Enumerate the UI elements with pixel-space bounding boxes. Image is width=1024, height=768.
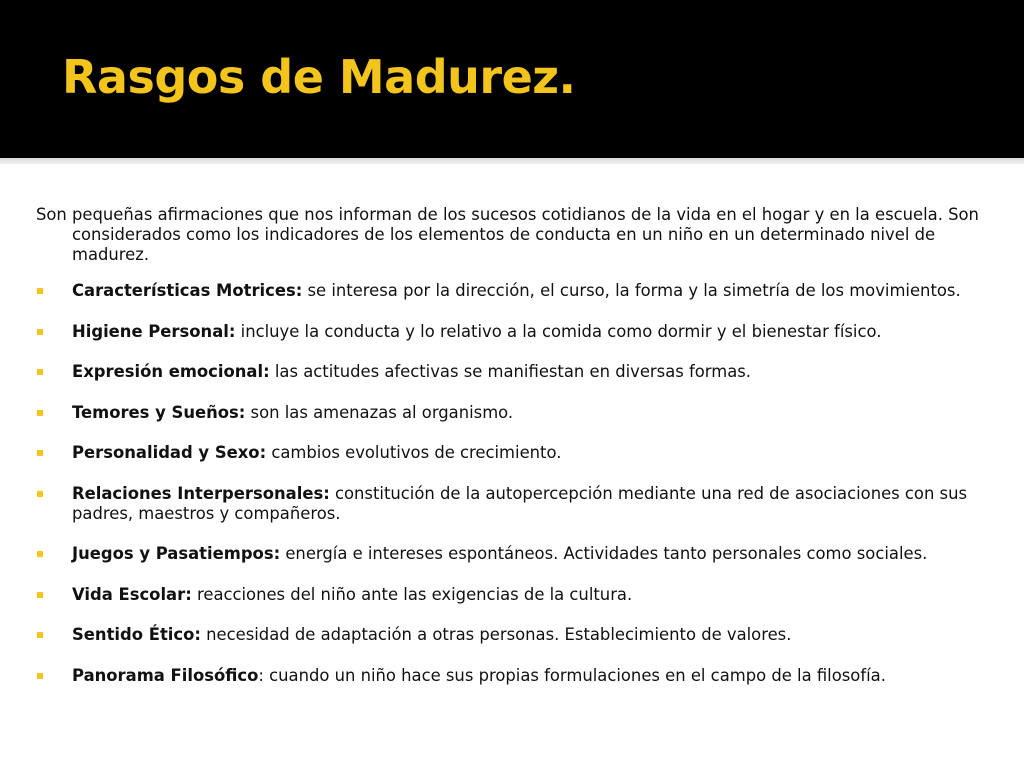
bullet-text: incluye la conducta y lo relativo a la comida como dormir y el bienestar físico. [235, 321, 882, 341]
bullet-term: Panorama Filosófico [72, 665, 259, 685]
bullet-text: cambios evolutivos de crecimiento. [266, 443, 562, 462]
bullet-item [36, 281, 1001, 301]
square-bullet-icon [37, 491, 43, 497]
square-bullet-icon [37, 632, 43, 638]
bullet-text: reacciones del niño ante las exigencias de la cultura. [191, 584, 633, 604]
title-divider [0, 158, 1024, 164]
square-bullet-icon [37, 329, 43, 335]
bullet-text: son las amenazas al organismo. [245, 402, 514, 422]
bullet-term: Relaciones Interpersonales: [72, 483, 330, 503]
square-bullet-icon [37, 673, 43, 679]
bullet-term: Juegos y Pasatiempos: [72, 544, 281, 563]
bullet-item [36, 443, 1001, 463]
bullet-item [36, 484, 1001, 524]
bullet-item [36, 322, 1001, 342]
intro-paragraph: Son pequeñas afirmaciones que nos informan de los sucesos cotidianos de la vida en el hogar y en la escuela. Son considerados como los indicadores de los elementos de conducta en un niño en un determinado nivel de madurez. [36, 205, 979, 264]
slide-title: Rasgos de Madurez. [62, 50, 576, 104]
bullet-item [36, 403, 1001, 423]
bullet-text: constitución de la autopercepción mediante una red de asociaciones con sus padres, maestros y compañeros. [72, 483, 968, 523]
bullet-text: las actitudes afectivas se manifiestan en diversas formas. [269, 362, 752, 381]
bullet-item [36, 625, 1001, 645]
square-bullet-icon [37, 288, 43, 294]
bullet-list [36, 281, 1001, 686]
bullet-item [36, 585, 1001, 605]
bullet-term: Expresión emocional: [72, 362, 270, 381]
square-bullet-icon [37, 369, 43, 375]
square-bullet-icon [37, 410, 43, 416]
bullet-text: energía e intereses espontáneos. Actividades tanto personales como sociales. [280, 544, 928, 563]
bullet-text: : cuando un niño hace sus propias formulaciones en el campo de la filosofía. [258, 665, 886, 685]
title-bar [0, 0, 1024, 158]
bullet-text: necesidad de adaptación a otras personas. Establecimiento de valores. [200, 625, 792, 644]
bullet-term: Temores y Sueños: [72, 402, 246, 422]
bullet-term: Vida Escolar: [72, 584, 192, 604]
slide-body [36, 205, 1001, 706]
bullet-text: se interesa por la dirección, el curso, la forma y la simetría de los movimientos. [302, 281, 961, 300]
square-bullet-icon [37, 551, 43, 557]
bullet-item [36, 362, 1001, 382]
bullet-term: Sentido Ético: [72, 625, 201, 644]
bullet-item [36, 544, 1001, 564]
bullet-term: Personalidad y Sexo: [72, 443, 267, 462]
square-bullet-icon [37, 592, 43, 598]
bullet-term: Higiene Personal: [72, 321, 236, 341]
bullet-term: Características Motrices: [72, 281, 303, 300]
square-bullet-icon [37, 450, 43, 456]
bullet-item [36, 666, 1001, 686]
